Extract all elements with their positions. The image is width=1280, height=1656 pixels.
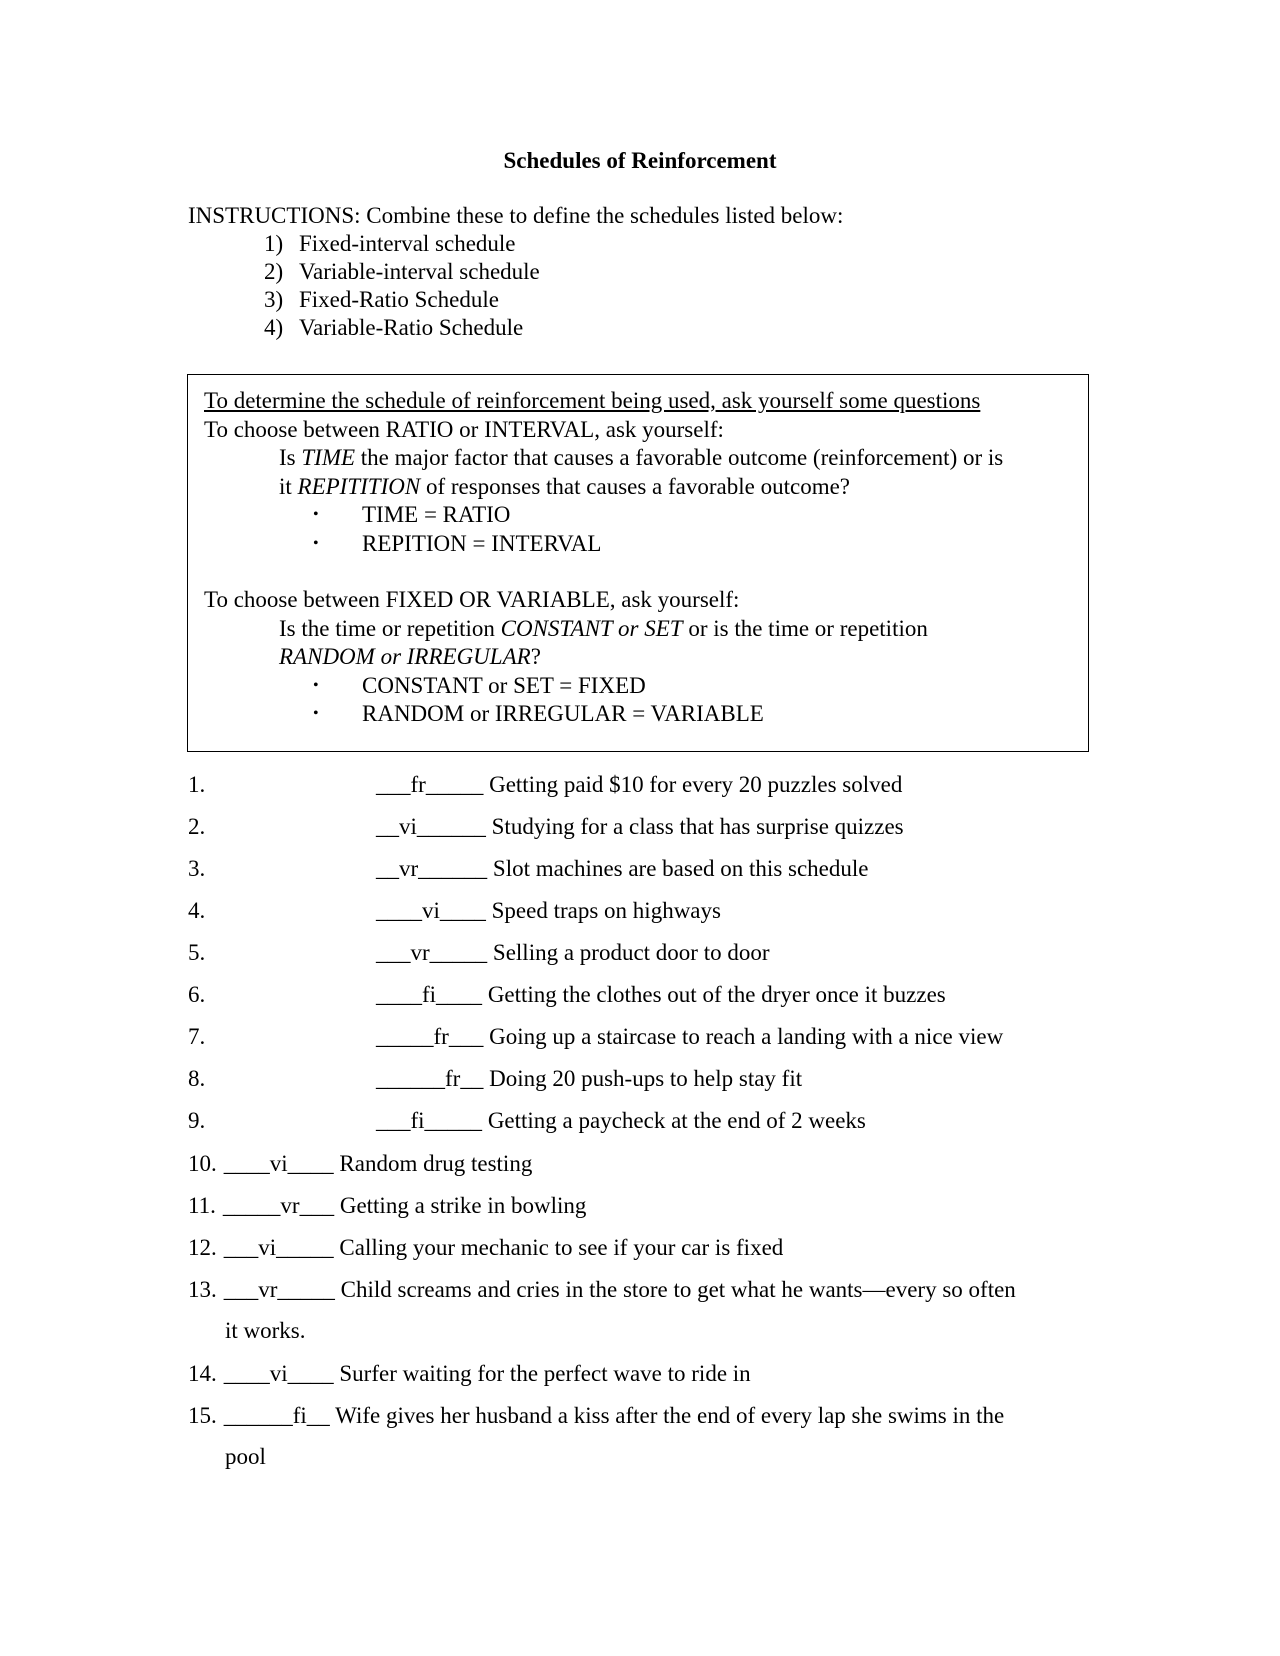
bullet-item: • RANDOM or IRREGULAR = VARIABLE — [332, 700, 1072, 729]
answer-blank[interactable]: ____fi____ — [376, 982, 483, 1007]
answer-blank[interactable]: ___vr_____ — [223, 1277, 335, 1302]
question-item: 9. ___fi_____ Getting a paycheck at the end of 2 weeks — [188, 1108, 866, 1133]
question-item: 15. ______fi__ Wife gives her husband a kiss after the end of every lap she swims in the pool — [188, 1403, 1005, 1469]
question-item: 4. ____vi____ Speed traps on highways — [188, 898, 721, 923]
answer-blank[interactable]: ______fi__ — [223, 1403, 330, 1428]
ratio-interval-prompt: To choose between RATIO or INTERVAL, ask yourself: — [204, 416, 724, 442]
bullet-item: • CONSTANT or SET = FIXED — [332, 672, 1072, 701]
answer-blank[interactable]: __vi______ — [376, 814, 486, 839]
bullet-item: • TIME = RATIO — [332, 501, 1072, 530]
answer-blank[interactable]: ___fi_____ — [376, 1108, 483, 1133]
bullet-item: • REPITION = INTERVAL — [332, 530, 1072, 559]
question-item: 2. __vi______ Studying for a class that has surprise quizzes — [188, 814, 904, 839]
ratio-interval-bullets — [204, 501, 1072, 558]
box-heading: To determine the schedule of reinforcement being used, ask yourself some questions — [204, 388, 981, 413]
fixed-variable-bullets — [204, 672, 1072, 729]
answer-blank[interactable]: ______fr__ — [376, 1066, 484, 1091]
question-item: 12. ___vi_____ Calling your mechanic to see if your car is fixed — [188, 1235, 784, 1260]
answer-blank[interactable]: _____fr___ — [376, 1024, 484, 1049]
schedule-list-item: 2) Variable-interval schedule — [264, 259, 540, 284]
question-item: 7. _____fr___ Going up a staircase to reach a landing with a nice view — [188, 1024, 1004, 1049]
schedule-list-item: 1) Fixed-interval schedule — [264, 231, 516, 256]
question-item: 6. ____fi____ Getting the clothes out of the dryer once it buzzes — [188, 982, 946, 1007]
instructions-heading: INSTRUCTIONS: Combine these to define the schedules listed below: — [188, 203, 844, 228]
spacer — [204, 558, 1072, 586]
fixed-variable-question: Is the time or repetition CONSTANT or SET or is the time or repetition RANDOM or IRREGULAR? — [279, 615, 928, 669]
instructions — [188, 202, 843, 342]
question-item: 3. __vr______ Slot machines are based on this schedule — [188, 856, 869, 881]
question-item: 11. _____vr___ Getting a strike in bowling — [188, 1193, 587, 1218]
question-item: 1. ___fr_____ Getting paid $10 for every 20 puzzles solved — [188, 772, 903, 797]
question-item: 5. ___vr_____ Selling a product door to door — [188, 940, 770, 965]
answer-blank[interactable]: ____vi____ — [223, 1151, 334, 1176]
answer-blank[interactable]: _____vr___ — [222, 1193, 335, 1218]
answer-blank[interactable]: ____vi____ — [223, 1361, 334, 1386]
fixed-variable-prompt: To choose between FIXED OR VARIABLE, ask yourself: — [204, 587, 740, 612]
question-item: 14. ____vi____ Surfer waiting for the perfect wave to ride in — [188, 1361, 751, 1386]
answer-blank[interactable]: ___vr_____ — [376, 940, 488, 965]
schedule-list-item: 3) Fixed-Ratio Schedule — [264, 287, 499, 312]
ratio-interval-question: Is TIME the major factor that causes a favorable outcome (reinforcement) or is it REPITITION of responses that causes a favorable outcome? — [279, 445, 1004, 499]
schedule-list-item: 4) Variable-Ratio Schedule — [264, 315, 524, 340]
question-item: 13. ___vr_____ Child screams and cries in the store to get what he wants—every so often it works. — [188, 1277, 1016, 1343]
question-item: 10. ____vi____ Random drug testing — [188, 1151, 533, 1176]
question-item: 8. ______fr__ Doing 20 push-ups to help stay fit — [188, 1066, 803, 1091]
answer-blank[interactable]: ___vi_____ — [223, 1235, 334, 1260]
page-title: Schedules of Reinforcement — [503, 148, 777, 173]
answer-blank[interactable]: ____vi____ — [376, 898, 486, 923]
guidance-box — [187, 374, 1089, 752]
answer-blank[interactable]: __vr______ — [376, 856, 488, 881]
answer-blank[interactable]: ___fr_____ — [376, 772, 484, 797]
schedule-list — [188, 230, 843, 342]
